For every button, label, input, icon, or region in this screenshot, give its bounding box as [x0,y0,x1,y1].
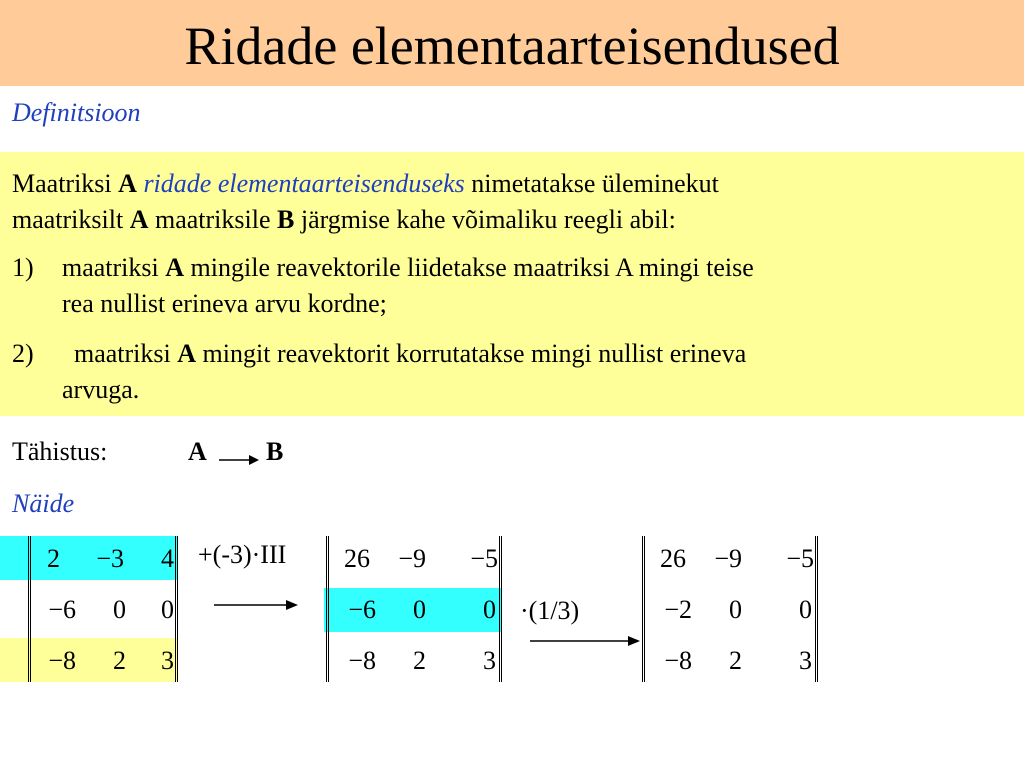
matrix-cell: −9 [398,544,426,573]
matrix-cell: −6 [348,595,376,624]
definition-line-1 [12,166,1012,202]
rule-2 [12,336,1012,408]
rule-1 [12,250,1012,322]
def-term: ridade elementaarteisenduseks [143,169,465,198]
rule-text: mingile reavektorile liidetakse maatriksi A mingi teise [184,253,754,282]
transform-arrow-icon [214,598,298,612]
notation-arrow-icon [219,454,259,466]
rule-text: maatriksi [74,339,178,368]
def-text-part: nimetatakse üleminekut [464,169,719,198]
title-bar [0,0,1024,86]
rule-number: 2) [12,339,34,368]
matrix-cell: −8 [348,646,376,675]
notation [12,437,312,471]
transform-arrow-icon [530,634,640,648]
def-text-part: Maatriksi [12,169,119,198]
rule-body [62,250,982,322]
matrix-cell: 3 [799,646,812,675]
matrix-cell: 2 [413,646,426,675]
notation-label: Tähistus: [12,437,108,466]
matrix-cell: 3 [483,646,496,675]
matrix-cell: 3 [161,646,174,675]
operation-label-1: +(-3)·III [198,540,287,569]
rule-text: mingit reavektorit korrutatakse mingi nullist erineva [196,339,747,368]
rule-matrix-a: A [177,339,197,368]
matrix-cell: −2 [664,595,692,624]
rule-number: 1) [12,253,34,282]
matrix-cell: 0 [113,595,126,624]
definition-label: Definitsioon [12,98,141,127]
rule-continuation: arvuga. [62,375,140,404]
matrix-cell: −8 [664,646,692,675]
def-matrix-a: A [118,169,137,198]
example-label: Näide [12,489,75,518]
matrix-cell: −6 [48,595,76,624]
matrix-cell: 0 [413,595,426,624]
matrix-cell: 0 [161,595,174,624]
matrix-cell: 26 [344,544,370,573]
matrix-cell: −5 [470,544,498,573]
def-matrix-b: B [277,205,295,234]
rule-text: maatriksi [62,253,166,282]
matrix-cell: 0 [799,595,812,624]
matrix-cell: 0 [483,595,496,624]
rule-matrix-a: A [165,253,185,282]
matrix-cell: 2 [47,544,60,573]
rule-continuation: rea nullist erineva arvu kordne; [62,289,387,318]
definition-line-2 [12,202,1012,238]
operation-label-2: ·(1/3) [520,596,580,625]
matrix-cell: −9 [714,544,742,573]
def-text-part: maatriksile [148,205,277,234]
matrix-cell: −8 [48,646,76,675]
matrix-cell: 4 [161,544,174,573]
notation-from: A [188,437,207,466]
matrix-cell: −3 [96,544,124,573]
notation-to: B [266,437,284,466]
def-matrix-a: A [129,205,149,234]
def-text-part: maatriksilt [12,205,130,234]
matrix-cell: 2 [729,646,742,675]
matrix-cell: 26 [660,544,686,573]
rule-body [62,336,982,408]
matrix-cell: 2 [113,646,126,675]
slide-title: Ridade elementaarteisendused [184,16,840,76]
matrix-cell: −5 [786,544,814,573]
def-text-part: järgmise kahe võimaliku reegli abil: [294,205,676,234]
matrix-cell: 0 [729,595,742,624]
definition-text [12,166,1012,238]
